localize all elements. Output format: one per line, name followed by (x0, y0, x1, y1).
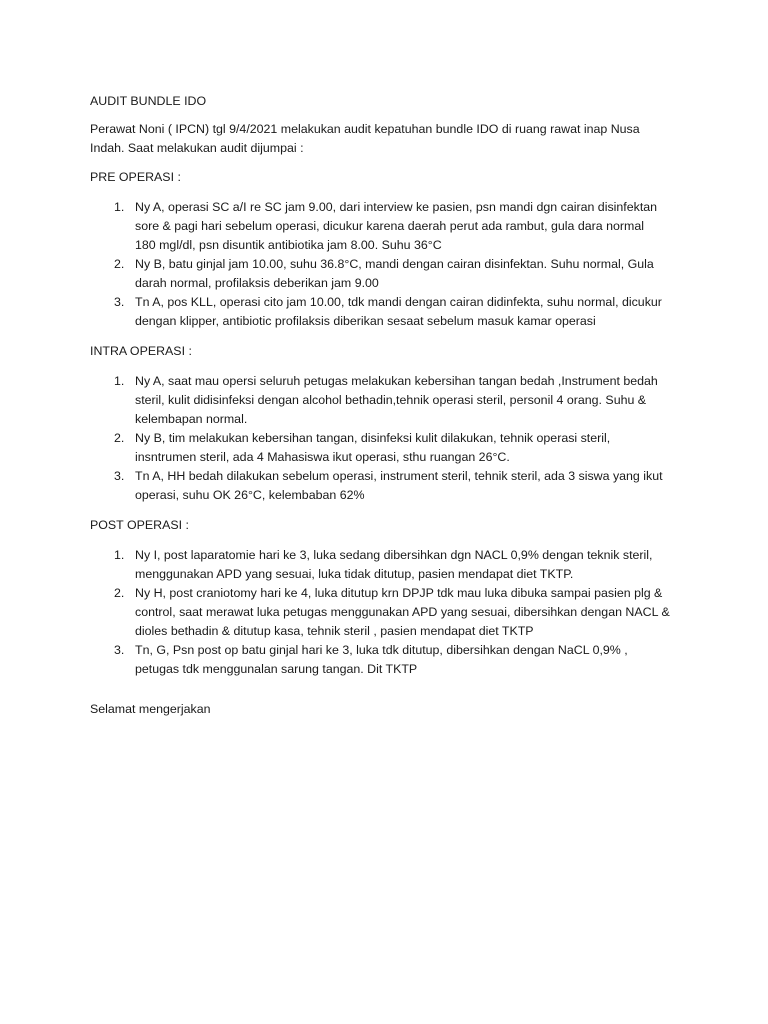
item-text: Ny B, batu ginjal jam 10.00, suhu 36.8°C, mandi dengan cairan disinfektan. Suhu normal, Gula darah normal, profilaksis deberikan jam 9.00 (135, 257, 654, 290)
list-item (90, 198, 690, 255)
item-number: 1. (114, 374, 125, 388)
item-text: Ny A, operasi SC a/I re SC jam 9.00, dari interview ke pasien, psn mandi dgn cairan disinfektan sore & pagi hari sebelum operasi, dicukur karena daerah perut ada rambut, gula dara normal 180 mgl/dl, psn disuntik antibiotika jam 8.00. Suhu 36°C (135, 200, 658, 252)
item-text: Ny H, post craniotomy hari ke 4, luka ditutup krn DPJP tdk mau luka dibuka sampai pasien plg & control, saat merawat luka petugas menggunakan APD yang sesuai, dibersihkan dengan NACL & dioles bethadin & ditutup kasa, tehnik steril , pasien mendapat diet TKTP (135, 586, 670, 638)
item-number: 2. (114, 257, 125, 271)
closing-text: Selamat mengerjakan (90, 702, 211, 716)
section-intra-operasi (90, 342, 690, 505)
item-text: Ny B, tim melakukan kebersihan tangan, disinfeksi kulit dilakukan, tehnik operasi steril, insntrumen steril, ada 4 Mahasiswa ikut operasi, sthu ruangan 26°C. (135, 431, 611, 464)
item-text: Ny I, post laparatomie hari ke 3, luka sedang dibersihkan dgn NACL 0,9% dengan teknik steril, menggunakan APD yang sesuai, luka tidak ditutup, pasien mendapat diet TKTP. (135, 548, 653, 581)
list-item (90, 641, 690, 679)
list-item (90, 584, 690, 641)
item-number: 1. (114, 548, 125, 562)
item-number: 1. (114, 200, 125, 214)
list-item (90, 372, 690, 429)
intro-paragraph: Perawat Noni ( IPCN) tgl 9/4/2021 melakukan audit kepatuhan bundle IDO di ruang rawat inap Nusa Indah. Saat melakukan audit dijumpai : (90, 122, 640, 155)
item-text: Tn A, HH bedah dilakukan sebelum operasi, instrument steril, tehnik steril, ada 3 siswa yang ikut operasi, suhu OK 26°C, kelembaban 62% (135, 469, 663, 502)
list-item (90, 255, 690, 293)
item-list (90, 198, 690, 331)
section-heading: INTRA OPERASI : (90, 344, 192, 358)
item-number: 3. (114, 469, 125, 483)
list-item (90, 293, 690, 331)
item-list (90, 546, 690, 679)
list-item (90, 467, 690, 505)
document-page (90, 92, 690, 719)
item-number: 2. (114, 586, 125, 600)
list-item (90, 546, 690, 584)
section-post-operasi (90, 516, 690, 679)
item-number: 2. (114, 431, 125, 445)
list-item (90, 429, 690, 467)
item-number: 3. (114, 295, 125, 309)
section-heading: PRE OPERASI : (90, 170, 181, 184)
section-heading: POST OPERASI : (90, 518, 189, 532)
item-text: Tn A, pos KLL, operasi cito jam 10.00, tdk mandi dengan cairan didinfekta, suhu normal, dicukur dengan klipper, antibiotic profilaksis diberikan sesaat sebelum masuk kamar operasi (135, 295, 662, 328)
item-list (90, 372, 690, 505)
item-number: 3. (114, 643, 125, 657)
item-text: Tn, G, Psn post op batu ginjal hari ke 3, luka tdk ditutup, dibersihkan dengan NaCL 0,9% , petugas tdk menggunalan sarung tangan. Dit TKTP (135, 643, 628, 676)
document-title: AUDIT BUNDLE IDO (90, 94, 207, 108)
section-pre-operasi (90, 168, 690, 331)
item-text: Ny A, saat mau opersi seluruh petugas melakukan kebersihan tangan bedah ,Instrument bedah steril, kulit didisinfeksi dengan alcohol bethadin,tehnik operasi steril, personil 4 orang. Suhu & kelembapan normal. (135, 374, 658, 426)
